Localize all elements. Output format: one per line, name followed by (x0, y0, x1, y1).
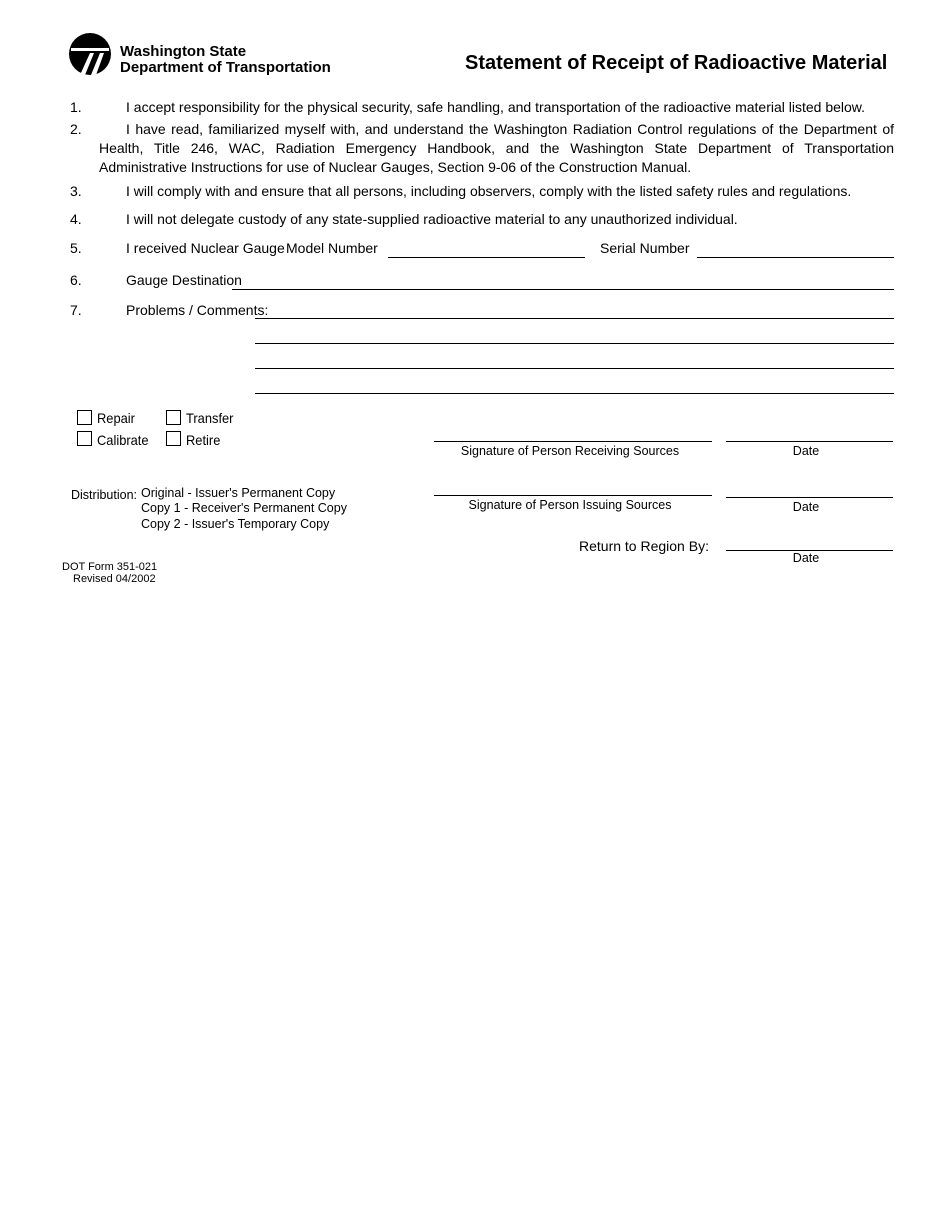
item-6-number: 6. (70, 272, 82, 288)
org-name-line2: Department of Transportation (120, 59, 331, 76)
retire-label: Retire (186, 432, 221, 448)
item-3-text: I will comply with and ensure that all persons, including observers, comply with the listed safety rules and regulations. (126, 183, 852, 199)
wsdot-logo-icon (68, 32, 112, 76)
issuing-date-field[interactable] (726, 497, 893, 498)
serial-number-label: Serial Number (600, 240, 690, 256)
item-6-text: Gauge Destination (126, 272, 242, 288)
calibrate-label: Calibrate (97, 432, 149, 448)
return-date-label: Date (792, 551, 820, 565)
item-2-number: 2. (70, 121, 82, 137)
issuing-signature-label: Signature of Person Issuing Sources (468, 498, 672, 512)
receiving-signature-label: Signature of Person Receiving Sources (460, 444, 680, 458)
item-1-number: 1. (70, 99, 82, 115)
form-number: DOT Form 351-021 (62, 561, 158, 573)
issuing-date-label: Date (792, 500, 820, 514)
item-4-number: 4. (70, 211, 82, 227)
item-7-number: 7. (70, 302, 82, 318)
model-number-field[interactable] (388, 257, 585, 258)
transfer-label: Transfer (186, 410, 234, 426)
item-4-text: I will not delegate custody of any state-supplied radioactive material to any unauthorized individual. (126, 211, 738, 227)
item-3-number: 3. (70, 183, 82, 199)
distribution-label: Distribution: (71, 488, 137, 502)
org-name-line1: Washington State (120, 43, 247, 60)
return-to-region-label: Return to Region By: (579, 538, 709, 554)
form-revised: Revised 04/2002 (73, 573, 156, 585)
distribution-copy-original: Original - Issuer's Permanent Copy (141, 486, 336, 500)
distribution-copy-2: Copy 2 - Issuer's Temporary Copy (141, 517, 330, 531)
receiving-signature-field[interactable] (434, 441, 712, 442)
comments-line-2[interactable] (255, 343, 894, 344)
retire-checkbox[interactable] (166, 431, 181, 446)
item-5-text: I received Nuclear Gauge (126, 240, 285, 256)
model-number-label: Model Number (286, 240, 378, 256)
item-5-number: 5. (70, 240, 82, 256)
comments-line-4[interactable] (255, 393, 894, 394)
comments-line-1[interactable] (255, 318, 894, 319)
item-1-text: I accept responsibility for the physical security, safe handling, and transportation of the radioactive material listed below. (126, 99, 866, 115)
item-2-text: I have read, familiarized myself with, and understand the Washington Radiation Control regulations of the Department of Health, Title 246, WAC, Radiation Emergency Handbook, and the Washington State Department of Transportation Administrative Instructions for use of Nuclear Gauges, Section 9-06 of the Construction Manual. (99, 121, 894, 175)
repair-checkbox[interactable] (77, 410, 92, 425)
transfer-checkbox[interactable] (166, 410, 181, 425)
page-title: Statement of Receipt of Radioactive Material (465, 52, 888, 74)
repair-label: Repair (97, 410, 135, 426)
issuing-signature-field[interactable] (434, 495, 712, 496)
receiving-date-field[interactable] (726, 441, 893, 442)
calibrate-checkbox[interactable] (77, 431, 92, 446)
gauge-destination-field[interactable] (232, 289, 894, 290)
distribution-copy-1: Copy 1 - Receiver's Permanent Copy (141, 501, 347, 515)
serial-number-field[interactable] (697, 257, 894, 258)
item-7-text: Problems / Comments: (126, 302, 269, 318)
comments-line-3[interactable] (255, 368, 894, 369)
receiving-date-label: Date (792, 444, 820, 458)
